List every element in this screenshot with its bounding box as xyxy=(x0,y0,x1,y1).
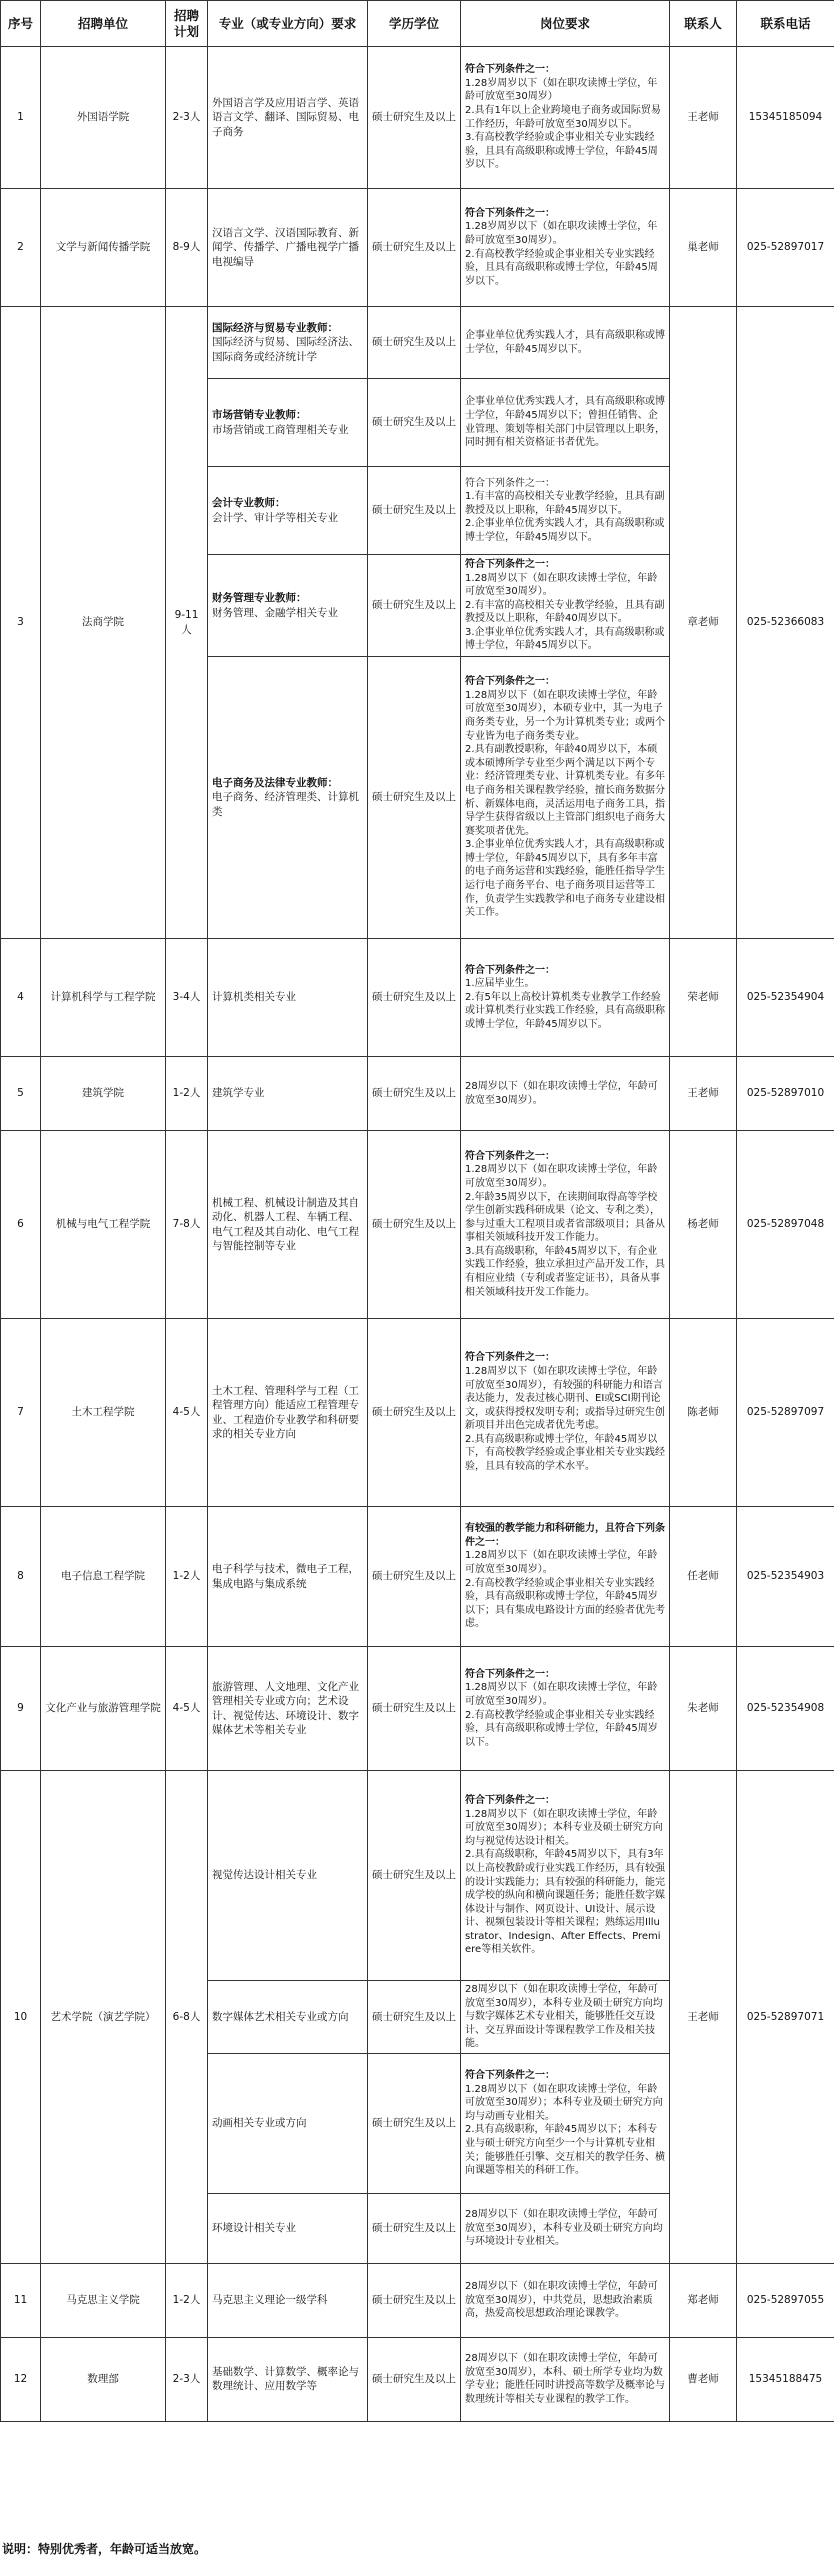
footer-note: 说明：特别优秀者，年龄可适当放宽。 xyxy=(2,2542,207,2556)
table-row xyxy=(1,939,834,1057)
row-major: 汉语言文学、汉语国际教育、新闻学、传播学、广播电视学广播电视编导 xyxy=(208,189,368,307)
req-line: 1.28周岁以下（如在职攻读博士学位，年龄可放宽至30周岁）。 xyxy=(465,1550,658,1575)
row-degree: 硕士研究生及以上 xyxy=(368,657,461,939)
req-line: 1.28岁周岁以下（如在职攻读博士学位，年龄可放宽至30周岁） xyxy=(465,77,658,103)
table-row xyxy=(1,1647,834,1771)
req-heading: 符合下列条件之一： xyxy=(465,1668,555,1680)
row-unit: 文化产业与旅游管理学院 xyxy=(41,1647,166,1771)
major-text: 财务管理、金融学相关专业 xyxy=(212,606,338,619)
row-unit: 机械与电气工程学院 xyxy=(41,1131,166,1319)
row-req xyxy=(461,555,670,657)
row-degree: 硕士研究生及以上 xyxy=(368,2053,461,2193)
row-unit: 艺术学院（演艺学院） xyxy=(41,1771,166,2264)
req-line: 2.具有高级职称，年龄45周岁以下，具有3年以上高校教龄或行业实践工作经历，具有较强的设计实践能力；具有较强的科研能力，能完成学校的纵向和横向课题任务；能胜任数字媒体设计与制作、网页设计、UI设计、展示设计、视频包装设计等相关课程；熟练运用Illustrator、Indesign、After Effects、Premiere等相关软件。 xyxy=(465,1849,665,1956)
row-phone: 025-52354908 xyxy=(737,1647,834,1771)
row-contact: 陈老师 xyxy=(670,1319,737,1507)
table-row xyxy=(1,1771,834,1981)
req-heading: 符合下列条件之一： xyxy=(465,64,555,76)
table-row xyxy=(1,1131,834,1319)
row-req xyxy=(461,467,670,555)
req-line: 3.企事业单位优秀实践人才，具有高级职称或博士学位，年龄45周岁以下。 xyxy=(465,626,665,652)
req-heading: 符合下列条件之一： xyxy=(465,1794,555,1806)
row-no: 2 xyxy=(1,189,41,307)
row-major xyxy=(208,467,368,555)
row-unit: 外国语学院 xyxy=(41,47,166,189)
row-req xyxy=(461,657,670,939)
row-plan: 8-9人 xyxy=(166,189,208,307)
row-plan: 9-11人 xyxy=(166,307,208,939)
row-contact: 王老师 xyxy=(670,47,737,189)
req-line: 2.年龄35周岁以下，在读期间取得高等学校学生创新实践科研成果（论文、专利之类），参与过重大工程项目或者省部级项目；具备从事相关领域科技开发工作能力。 xyxy=(465,1191,665,1244)
row-req xyxy=(461,189,670,307)
row-major xyxy=(208,307,368,379)
major-title: 国际经济与贸易专业教师： xyxy=(212,322,338,335)
row-req xyxy=(461,1771,670,1981)
header-no: 序号 xyxy=(1,1,41,47)
header-req: 岗位要求 xyxy=(461,1,670,47)
row-phone: 025-52354904 xyxy=(737,939,834,1057)
row-req xyxy=(461,379,670,467)
row-req xyxy=(461,47,670,189)
req-heading: 有较强的教学能力和科研能力，且符合下列条件之一： xyxy=(465,1523,665,1548)
row-degree: 硕士研究生及以上 xyxy=(368,555,461,657)
row-unit: 马克思主义学院 xyxy=(41,2263,166,2337)
row-major: 机械工程、机械设计制造及其自动化、机器人工程、车辆工程、电气工程及其自动化、电气工程与智能控制等专业 xyxy=(208,1131,368,1319)
row-major: 土木工程、管理科学与工程（工程管理方向）能适应工程管理专业、工程造价专业教学和科研要求的相关专业方向 xyxy=(208,1319,368,1507)
row-unit: 土木工程学院 xyxy=(41,1319,166,1507)
req-line: 1.28周岁以下（如在职攻读博士学位，年龄可放宽至30周岁）；本科专业及硕士研究方向均与视觉传达设计相关。 xyxy=(465,1808,663,1847)
row-major xyxy=(208,657,368,939)
row-major: 建筑学专业 xyxy=(208,1057,368,1131)
major-title: 会计专业教师： xyxy=(212,497,286,510)
req-heading: 符合下列条件之一： xyxy=(465,558,555,570)
req-line: 1.28周岁以下（如在职攻读博士学位，年龄可放宽至30周岁）。 xyxy=(465,572,658,598)
row-no: 7 xyxy=(1,1319,41,1507)
row-major xyxy=(208,555,368,657)
row-degree: 硕士研究生及以上 xyxy=(368,189,461,307)
row-contact: 曹老师 xyxy=(670,2337,737,2421)
row-phone: 025-52897017 xyxy=(737,189,834,307)
table-row xyxy=(1,1057,834,1131)
row-degree: 硕士研究生及以上 xyxy=(368,939,461,1057)
row-degree: 硕士研究生及以上 xyxy=(368,467,461,555)
req-heading: 符合下列条件之一： xyxy=(465,207,555,219)
req-line: 企事业单位优秀实践人才，具有高级职称或博士学位，年龄45周岁以下。 xyxy=(465,329,665,355)
major-title: 电子商务及法律专业教师： xyxy=(212,777,338,790)
row-req xyxy=(461,1647,670,1771)
row-contact: 杨老师 xyxy=(670,1131,737,1319)
req-line: 2.有高校教学经验或企事业相关专业实践经验，具有高级职称或博士学位，年龄45周岁以下。 xyxy=(465,1709,658,1748)
table-row xyxy=(1,2337,834,2421)
row-unit: 计算机科学与工程学院 xyxy=(41,939,166,1057)
row-contact: 郑老师 xyxy=(670,2263,737,2337)
row-major: 电子科学与技术，微电子工程，集成电路与集成系统 xyxy=(208,1507,368,1647)
req-line: 28周岁以下（如在职攻读博士学位，年龄可放宽至30周岁），本科专业及硕士研究方向均与环境设计专业相关。 xyxy=(465,2209,663,2248)
header-plan: 招聘计划 xyxy=(166,1,208,47)
row-unit: 建筑学院 xyxy=(41,1057,166,1131)
row-contact: 朱老师 xyxy=(670,1647,737,1771)
row-req xyxy=(461,2263,670,2337)
row-unit: 文学与新闻传播学院 xyxy=(41,189,166,307)
req-line: 1.28周岁以下（如在职攻读博士学位，年龄可放宽至30周岁）。 xyxy=(465,1682,658,1707)
row-phone: 025-52354903 xyxy=(737,1507,834,1647)
row-degree: 硕士研究生及以上 xyxy=(368,307,461,379)
row-phone: 025-52897071 xyxy=(737,1771,834,2264)
row-no: 9 xyxy=(1,1647,41,1771)
req-line: 3.有高校教学经验或企事业相关专业实践经验，且具有高级职称或博士学位，年龄45周岁以下。 xyxy=(465,132,658,171)
row-req xyxy=(461,2053,670,2193)
row-degree: 硕士研究生及以上 xyxy=(368,1057,461,1131)
row-degree: 硕士研究生及以上 xyxy=(368,1981,461,2054)
row-plan: 6-8人 xyxy=(166,1771,208,2264)
req-line: 1.28周岁以下（如在职攻读博士学位，年龄可放宽至30周岁），本硕专业中，其一为电子商务类专业，另一个为计算机类专业；或两个专业皆为电子商务类专业。 xyxy=(465,689,665,742)
row-unit: 电子信息工程学院 xyxy=(41,1507,166,1647)
row-no: 6 xyxy=(1,1131,41,1319)
row-major: 动画相关专业或方向 xyxy=(208,2053,368,2193)
row-plan: 1-2人 xyxy=(166,1057,208,1131)
row-phone: 025-52366083 xyxy=(737,307,834,939)
row-degree: 硕士研究生及以上 xyxy=(368,1131,461,1319)
row-major: 数字媒体艺术相关专业或方向 xyxy=(208,1981,368,2054)
req-line: 2.有高校教学经验或企事业相关专业实践经验，且具有高级职称或博士学位，年龄45周岁以下。 xyxy=(465,248,658,287)
row-major: 外国语言学及应用语言学、英语语言文学、翻译、国际贸易、电子商务 xyxy=(208,47,368,189)
header-major: 专业（或专业方向）要求 xyxy=(208,1,368,47)
table-row xyxy=(1,2263,834,2337)
req-line: 1.28周岁以下（如在职攻读博士学位，年龄可放宽至30周岁）。 xyxy=(465,1164,658,1189)
row-contact: 任老师 xyxy=(670,1507,737,1647)
row-contact: 王老师 xyxy=(670,1771,737,2264)
row-major: 视觉传达设计相关专业 xyxy=(208,1771,368,1981)
row-plan: 4-5人 xyxy=(166,1319,208,1507)
row-req xyxy=(461,1057,670,1131)
req-line: 28周岁以下（如在职攻读博士学位，年龄可放宽至30周岁），本科、硕士所学专业均为数学专业；能胜任同时讲授高等数学及概率论与数理统计等相关专业课程的教学工作。 xyxy=(465,2353,665,2406)
header-unit: 招聘单位 xyxy=(41,1,166,47)
table-row xyxy=(1,307,834,379)
req-line: 2.具有高级职称或博士学位，年龄45周岁以下，有高校教学经验或企事业相关专业实践经验，且具有较高的学术水平。 xyxy=(465,1433,665,1473)
row-degree: 硕士研究生及以上 xyxy=(368,1319,461,1507)
row-major xyxy=(208,379,368,467)
req-line: 2.有5年以上高校计算机类专业教学工作经验或计算机类行业实践工作经验，具有高级职称或博士学位，年龄45周岁以下。 xyxy=(465,991,665,1030)
row-contact: 章老师 xyxy=(670,307,737,939)
req-line: 1.28周岁以下（如在职攻读博士学位，年龄可放宽至30周岁）；本科专业及硕士研究方向均与动画专业相关。 xyxy=(465,2083,663,2122)
row-no: 11 xyxy=(1,2263,41,2337)
req-line: 2.有丰富的高校相关专业教学经验，且具有副教授及以上职称，年龄40周岁以下。 xyxy=(465,599,665,625)
row-contact: 巢老师 xyxy=(670,189,737,307)
header-degree: 学历学位 xyxy=(368,1,461,47)
row-req xyxy=(461,1319,670,1507)
row-degree: 硕士研究生及以上 xyxy=(368,47,461,189)
row-plan: 2-3人 xyxy=(166,47,208,189)
row-plan: 1-2人 xyxy=(166,1507,208,1647)
row-degree: 硕士研究生及以上 xyxy=(368,1771,461,1981)
row-phone: 025-52897055 xyxy=(737,2263,834,2337)
req-line: 1.有丰富的高校相关专业教学经验，且具有副教授及以上职称，年龄45周岁以下。 xyxy=(465,491,665,516)
req-heading: 符合下列条件之一： xyxy=(465,964,555,976)
row-plan: 1-2人 xyxy=(166,2263,208,2337)
req-line: 3.具有高级职称，年龄45周岁以下，有企业实践工作经验，独立承担过产品开发工作，具有相应业绩（专利或者鉴定证书），具备从事相关领域科技开发工作能力。 xyxy=(465,1245,665,1298)
table-row xyxy=(1,1319,834,1507)
row-req xyxy=(461,1131,670,1319)
row-plan: 3-4人 xyxy=(166,939,208,1057)
major-text: 会计学、审计学等相关专业 xyxy=(212,511,338,524)
row-phone: 025-52897097 xyxy=(737,1319,834,1507)
row-contact: 荣老师 xyxy=(670,939,737,1057)
req-line: 1.应届毕业生。 xyxy=(465,978,535,990)
req-line: 2.具有1年以上企业跨境电子商务或国际贸易工作经历，年龄可放宽至30周岁以下。 xyxy=(465,104,661,130)
row-unit: 法商学院 xyxy=(41,307,166,939)
header-phone: 联系电话 xyxy=(737,1,834,47)
req-line: 2.具有高级职称，年龄45周岁以下；本科专业与硕士研究方向至少一个与计算机专业相关；能够胜任引擎、交互相关的教学任务、横向课题等相关的科研工作。 xyxy=(465,2124,665,2177)
req-heading: 符合下列条件之一： xyxy=(465,2070,555,2082)
row-degree: 硕士研究生及以上 xyxy=(368,2337,461,2421)
row-no: 4 xyxy=(1,939,41,1057)
req-line: 3.企事业单位优秀实践人才，具有高级职称或博士学位，年龄45周岁以下，具有多年丰富的电子商务运营和实践经验，能胜任指导学生运行电子商务平台、电子商务项目运营等工作，负责学生实践教学和电子商务专业建设相关工作。 xyxy=(465,839,665,919)
row-degree: 硕士研究生及以上 xyxy=(368,379,461,467)
row-phone: 025-52897010 xyxy=(737,1057,834,1131)
major-text: 市场营销或工商管理相关专业 xyxy=(212,423,349,436)
row-req xyxy=(461,939,670,1057)
req-heading: 符合下列条件之一： xyxy=(465,1352,555,1364)
major-title: 市场营销专业教师： xyxy=(212,409,307,422)
req-line: 1.28周岁以下（如在职攻读博士学位，年龄可放宽至30周岁），有较强的科研能力和语言表达能力，发表过核心期刊、EI或SCI期刊论文，或获得授权发明专利；或指导过研究生创新项目并出色完成者优先考虑。 xyxy=(465,1365,665,1432)
row-phone: 15345188475 xyxy=(737,2337,834,2421)
table-row xyxy=(1,47,834,189)
req-heading: 符合下列条件之一： xyxy=(465,676,555,688)
row-contact: 王老师 xyxy=(670,1057,737,1131)
row-req xyxy=(461,1981,670,2054)
row-major: 基础数学、计算数学、概率论与数理统计、应用数学等 xyxy=(208,2337,368,2421)
row-phone: 15345185094 xyxy=(737,47,834,189)
req-line: 1.28岁周岁以下（如在职攻读博士学位，年龄可放宽至30周岁）。 xyxy=(465,221,658,246)
req-line: 企事业单位优秀实践人才，具有高级职称或博士学位，年龄45周岁以下；曾担任销售、企业管理、策划等相关部门中层管理以上职务，同时拥有相关资格证书者优先。 xyxy=(465,396,665,449)
row-no: 1 xyxy=(1,47,41,189)
table-row xyxy=(1,1507,834,1647)
row-no: 5 xyxy=(1,1057,41,1131)
req-line: 28周岁以下（如在职攻读博士学位，年龄可放宽至30周岁）。 xyxy=(465,1080,658,1106)
row-degree: 硕士研究生及以上 xyxy=(368,2263,461,2337)
req-line: 符合下列条件之一： xyxy=(465,477,555,489)
row-plan: 4-5人 xyxy=(166,1647,208,1771)
row-req xyxy=(461,2193,670,2263)
req-line: 28周岁以下（如在职攻读博士学位，年龄可放宽至30周岁），中共党员，思想政治素质高，热爱高校思想政治理论课教学。 xyxy=(465,2281,658,2320)
row-unit: 数理部 xyxy=(41,2337,166,2421)
major-text: 国际经济与贸易、国际经济法、国际商务或经济统计学 xyxy=(212,336,359,363)
req-line: 2.具有副教授职称，年龄40周岁以下，本硕或本硕博所学专业至少两个满足以下两个专业：经济管理类专业、计算机类专业。有多年电子商务相关课程教学经验，擅长商务数据分析、新媒体电商，灵活运用电子商务工具，指导学生获得省级以上主管部门组织电子商务大赛奖项者优先。 xyxy=(465,744,665,837)
req-line: 2.有高校教学经验或企事业相关专业实践经验，具有高级职称或博士学位，年龄45周岁以下；具有集成电路设计方面的经验者优先考虑。 xyxy=(465,1577,665,1630)
row-degree: 硕士研究生及以上 xyxy=(368,1647,461,1771)
req-line: 2.企事业单位优秀实践人才，具有高级职称或博士学位，年龄45周岁以下。 xyxy=(465,518,665,543)
row-degree: 硕士研究生及以上 xyxy=(368,1507,461,1647)
header-contact: 联系人 xyxy=(670,1,737,47)
major-title: 财务管理专业教师： xyxy=(212,592,307,605)
row-no: 10 xyxy=(1,1771,41,2264)
row-no: 3 xyxy=(1,307,41,939)
row-req xyxy=(461,1507,670,1647)
req-heading: 符合下列条件之一： xyxy=(465,1150,555,1162)
table-row xyxy=(1,189,834,307)
row-no: 12 xyxy=(1,2337,41,2421)
header-row xyxy=(1,1,834,47)
req-line: 28周岁以下（如在职攻读博士学位，年龄可放宽至30周岁），本科专业及硕士研究方向均与数字媒体艺术专业相关，能够胜任交互设计、交互界面设计等课程教学工作及相关技能。 xyxy=(465,1984,663,2050)
row-major: 环境设计相关专业 xyxy=(208,2193,368,2263)
row-major: 计算机类相关专业 xyxy=(208,939,368,1057)
row-major: 马克思主义理论一级学科 xyxy=(208,2263,368,2337)
row-plan: 2-3人 xyxy=(166,2337,208,2421)
row-no: 8 xyxy=(1,1507,41,1647)
row-degree: 硕士研究生及以上 xyxy=(368,2193,461,2263)
row-major: 旅游管理、人文地理、文化产业管理相关专业或方向；艺术设计、视觉传达、环境设计、数字媒体艺术等相关专业 xyxy=(208,1647,368,1771)
row-req xyxy=(461,307,670,379)
row-req xyxy=(461,2337,670,2421)
row-phone: 025-52897048 xyxy=(737,1131,834,1319)
major-text: 电子商务、经济管理类、计算机类 xyxy=(212,791,359,818)
row-plan: 7-8人 xyxy=(166,1131,208,1319)
